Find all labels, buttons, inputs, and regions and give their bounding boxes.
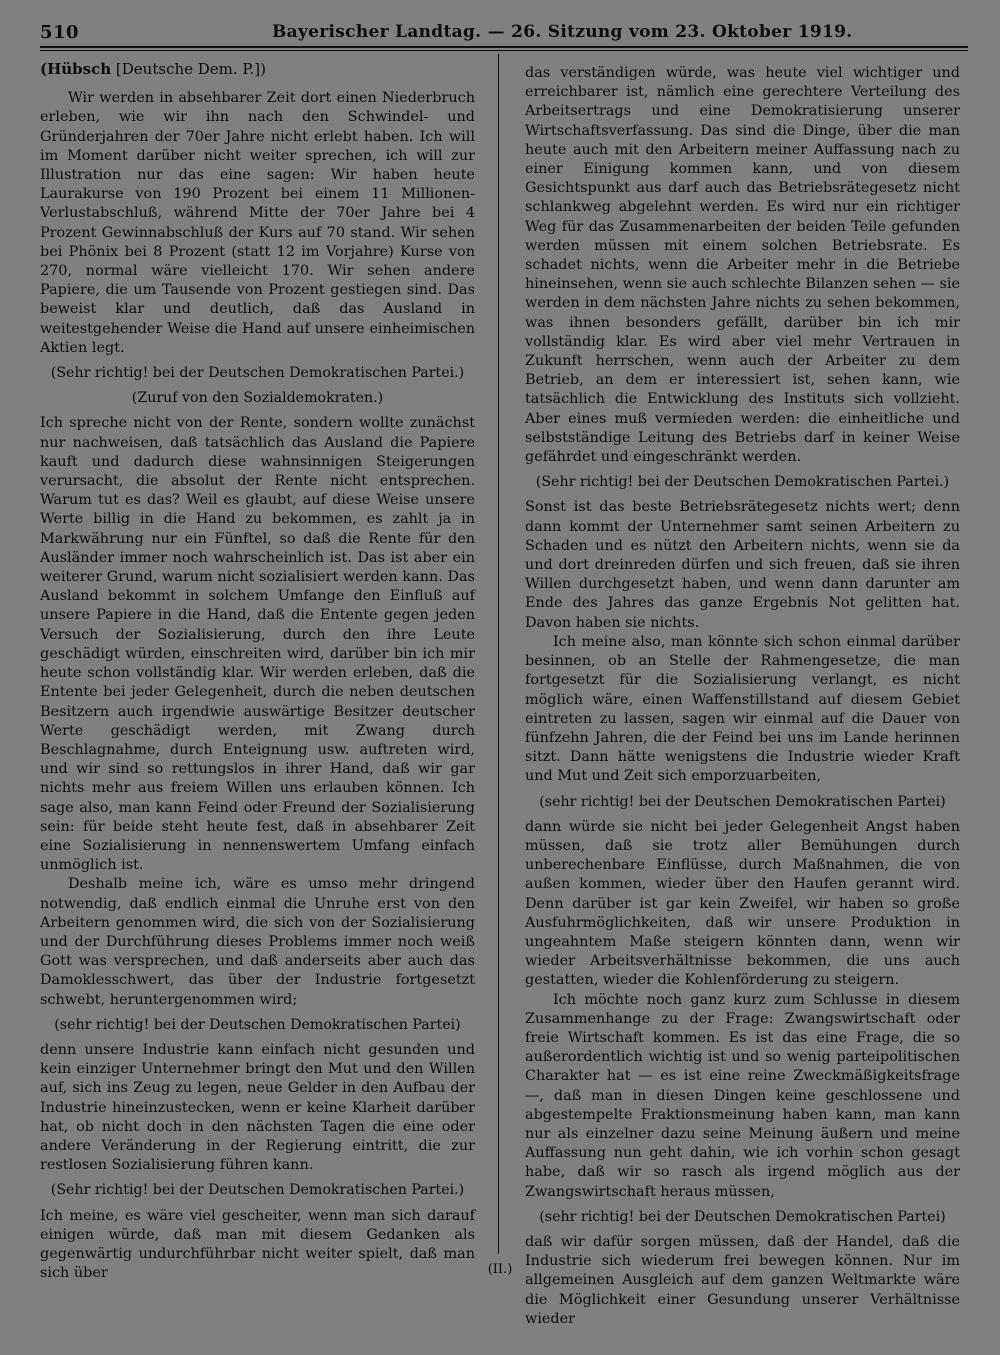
interjection: (Sehr richtig! bei der Deutschen Demokratischen Partei.) <box>535 474 950 491</box>
paragraph: Ich meine also, man könnte sich schon einmal darüber besinnen, ob an Stelle der Rahmengesetze, die man fortgesetzt für die Sozialisierung verlangt, es nicht möglich wäre, einen Waffenstillstand auf diesem Gebiet eintreten zu lassen, sagen wir einmal auf die Dauer von fünfzehn Jahren, die der Feind bei uns im Lande herinnen sitzt. Dann hätte wenigstens die Industrie wieder Kraft und Mut und Zeit sich emporzuarbeiten, <box>525 633 960 785</box>
paragraph: dann würde sie nicht bei jeder Gelegenheit Angst haben müssen, daß sie trotz aller Bemühungen durch unberechenbare Einflüsse, durch Maßnahmen, die von außen kommen, wieder über den Haufen gerannt wird. Denn darüber ist gar kein Zweifel, wir haben so große Ausfuhrmöglichkeiten, daß wir unsere Produktion in ungeahntem Maße steigern könnten dann, wenn wir wieder Arbeitsverhältnisse bekommen, die uns auch gestatten, wieder die Kohlenförderung zu steigern. <box>525 818 960 989</box>
interjection: (Zuruf von den Sozialdemokraten.) <box>131 390 384 407</box>
interjection: (sehr richtig! bei der Deutschen Demokratischen Partei) <box>54 1016 461 1033</box>
interjection: (sehr richtig! bei der Deutschen Demokratischen Partei) <box>539 1208 946 1225</box>
interjection: (Sehr richtig! bei der Deutschen Demokratischen Partei.) <box>50 1182 465 1199</box>
header-rule-thin <box>40 50 968 51</box>
header-rule <box>40 46 968 48</box>
paragraph: Deshalb meine ich, wäre es umso mehr dringend notwendig, daß endlich einmal die Unruhe erst von den Arbeitern genommen wird, die sich von der Sozialisierung und der Durchführung dieses Problems immer noch weiß Gott was versprechen, und daß anderseits aber auch das Damoklesschwert, das über der Industrie fortgesetzt schwebt, heruntergenommen wird; <box>40 876 475 1008</box>
paragraph: Wir werden in absehbarer Zeit dort einen Niederbruch erleben, wie wir ihn nach den Schwindel- und Gründerjahren der 70er Jahre nicht erlebt haben. Ich will im Moment darüber nicht weiter sprechen, ich will zur Illustration nur das eine sagen: Wir haben heute Laurakurse von 190 Prozent bei einem 11 Millionen-Verlustabschluß, während Mitte der 70er Jahre bei 4 Prozent Gewinnabschluß der Kurs auf 70 stand. Wir sehen bei Phönix bei 8 Prozent (statt 12 im Vorjahre) Kurse von 270, normal wäre vielleicht 170. Wir sehen andere Papiere, die um Tausende von Prozent gestiegen sind. Das beweist klar und deutlich, daß das Ausland in weitestgehender Weise die Hand auf unsere einheimischen Aktien legt. <box>40 90 475 356</box>
paragraph: Ich spreche nicht von der Rente, sondern wollte zunächst nur nachweisen, daß tatsächlich das Ausland die Papiere kauft und dadurch diese wahnsinnigen Steigerungen verursacht, die absolut der Rente nicht entsprechen. Warum tut es das? Weil es glaubt, auf diese Weise unsere Werte billig in die Hand zu bekommen, es zahlt ja in Markwährung nur ein Fünftel, so daß die Rente für den Ausländer immer noch wahrscheinlich ist. Das ist aber ein weiterer Grund, warum nicht sozialisiert werden kann. Das Ausland bekommt in solchem Umfange den Einfluß auf unsere Papiere in die Hand, daß die Entente gegen jeden Versuch der Sozialisierung, durch den ihre Leute geschädigt würden, einschreiten wird, darüber bin ich mir heute schon vollständig klar. Wir werden erleben, daß die Entente bei jeder Gelegenheit, durch die neben deutschen Besitzern auch irgendwie auswärtige Besitzer deutscher Werte geschädigt werden, mit Zwang durch Beschlagnahme, durch Enteignung usw. auftreten wird, und wir sind so rettungslos in ihrer Hand, daß wir gar nichts mehr aus freiem Willen uns erlauben können. Ich sage also, man kann Feind oder Freund der Sozialisierung sein: für beide steht heute fest, daß in absehbarer Zeit eine Sozialisierung in nennenswertem Umfang einfach unmöglich ist. <box>40 415 475 874</box>
paragraph: Ich möchte noch ganz kurz zum Schlusse in diesem Zusammenhange zu der Frage: Zwangswirtschaft oder freie Wirtschaft kommen. Es ist das eine Frage, die so außerordentlich wichtig ist und so wenig parteipolitischen Charakter hat — es ist eine reine Zweckmäßigkeitsfrage —, daß man in diesen Dingen keine geschlossene und abgestempelte Fraktionsmeinung haben kann, man kann nur als einzelner dazu seine Meinung äußern und meine Auffassung nun geht dahin, wie ich vorhin schon gesagt habe, daß wir so rasch als irgend möglich aus der Zwangswirtschaft heraus müssen, <box>525 991 960 1200</box>
interjection: (sehr richtig! bei der Deutschen Demokratischen Partei) <box>539 793 946 810</box>
speaker-name: (Hübsch <box>40 60 112 78</box>
page-number: 510 <box>40 22 80 43</box>
speaker-attribution <box>40 60 475 79</box>
paragraph: denn unsere Industrie kann einfach nicht gesunden und kein einziger Unternehmer bringt den Mut und den Willen auf, sich ins Zeug zu legen, neue Gelder in den Aufbau der Industrie hineinzustecken, wenn er keine Klarheit darüber hat, ob nicht doch in den nächsten Tagen die eine oder andere Veränderung in der Regierung eintritt, die zur restlosen Sozialisierung führen kann. <box>40 1041 475 1174</box>
column-divider <box>498 54 499 1254</box>
paragraph: Ich meine, es wäre viel gescheiter, wenn man sich darauf einigen würde, daß man mit diesem Gedanken als gegenwärtig undurchführbar nicht weiter spielt, daß man sich über <box>40 1207 475 1282</box>
running-title: Bayerischer Landtag. — 26. Sitzung vom 23. Oktober 1919. <box>272 22 853 42</box>
speaker-party: [Deutsche Dem. P.]) <box>111 60 266 78</box>
signature-mark: (II.) <box>487 1262 513 1277</box>
paragraph: Sonst ist das beste Betriebsrätegesetz nichts wert; denn dann kommt der Unternehmer samt seinen Arbeitern zu Schaden und es nützt den Arbeitern nichts, wenn sie da und dort dreinreden dürfen und sich freuen, daß sie ihren Willen durchgesetzt haben, und wenn dann darunter am Ende des Jahres das ganze Ergebnis Not gelitten hat. Davon haben sie nichts. <box>525 499 960 631</box>
left-column <box>40 60 475 1283</box>
paragraph: das verständigen würde, was heute viel wichtiger und erreichbarer ist, nämlich eine gerechtere Verteilung des Arbeitsertrags und eine Demokratisierung unserer Wirtschaftsverfassung. Das sind die Dinge, über die man heute auch mit den Arbeitern meiner Auffassung nach zu einer Einigung kommen kann, und von diesem Gesichtspunkt aus darf auch das Betriebsrätegesetz nicht schlankweg abgelehnt werden. Es wird nur ein richtiger Weg für das Zusammenarbeiten der beiden Teile gefunden werden müssen mit einem solchen Betriebsrate. Es schadet nichts, wenn die Arbeiter mehr in die Betriebe hineinsehen, wenn sie auch schlechte Bilanzen sehen — sie werden in dem nächsten Jahre nichts zu sehen bekommen, was ihnen besonders gefällt, darüber bin ich mir vollständig klar. Es wird aber viel mehr Vertrauen in Zukunft herrschen, wenn auch der Arbeiter zu dem Betrieb, an dem er interessiert ist, sehen kann, wie tatsächlich die Entwicklung des Instituts sich vollzieht. Aber eines muß vermieden werden: die einheitliche und selbstständige Leitung des Betriebs darf in keiner Weise gefährdet und eingeschränkt werden. <box>525 65 961 466</box>
interjection: (Sehr richtig! bei der Deutschen Demokratischen Partei.) <box>50 365 465 382</box>
right-column <box>525 64 960 1329</box>
paragraph: daß wir dafür sorgen müssen, daß der Handel, daß die Industrie sich wiederum frei bewegen können. Nur im allgemeinen Ausgleich auf dem ganzen Weltmarkte wäre die Möglichkeit einer Gesundung unserer Verhältnisse wieder <box>525 1233 960 1327</box>
